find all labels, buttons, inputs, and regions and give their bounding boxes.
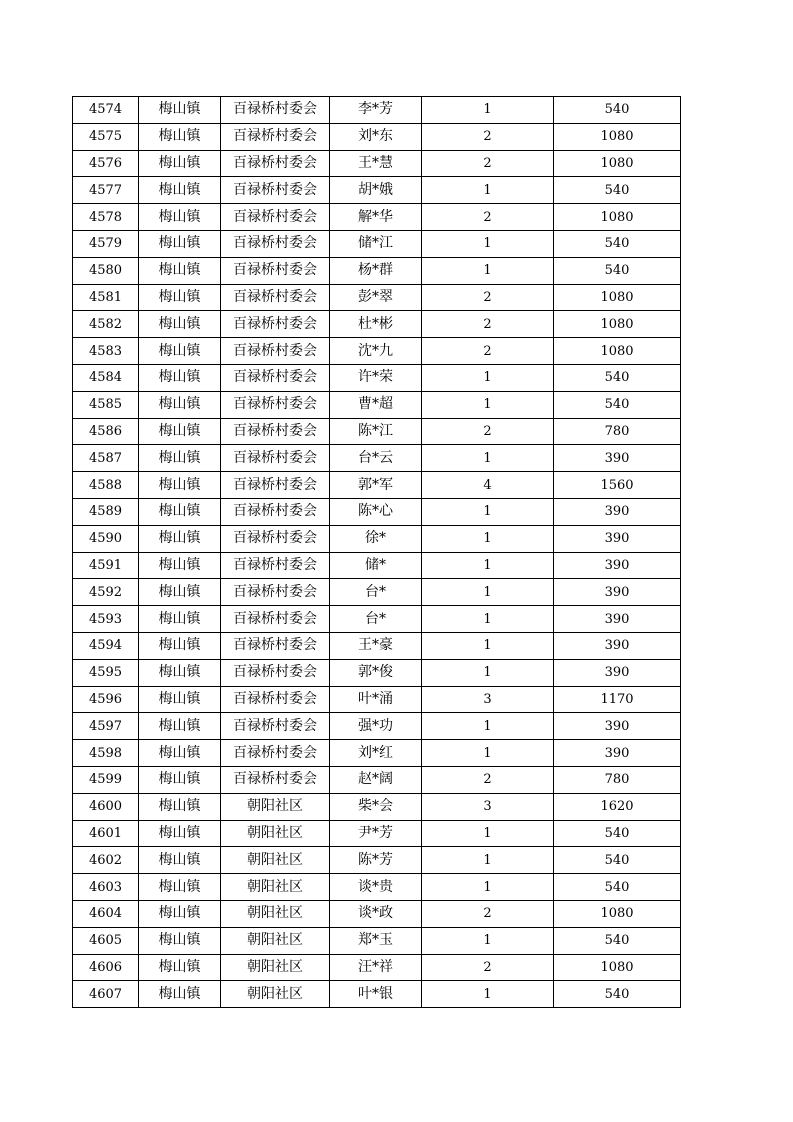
record-number-cell: 4606: [73, 954, 139, 981]
household-count-cell: 2: [422, 311, 554, 338]
household-count-cell: 1: [422, 820, 554, 847]
town-cell: 梅山镇: [139, 177, 221, 204]
household-count-cell: 1: [422, 579, 554, 606]
town-cell: 梅山镇: [139, 874, 221, 901]
name-cell: 胡*娥: [330, 177, 422, 204]
amount-cell: 390: [554, 659, 681, 686]
village-committee-cell: 百禄桥村委会: [221, 311, 330, 338]
record-number-cell: 4599: [73, 766, 139, 793]
table-row: [73, 954, 681, 981]
amount-cell: 1080: [554, 150, 681, 177]
town-cell: 梅山镇: [139, 632, 221, 659]
town-cell: 梅山镇: [139, 311, 221, 338]
record-number-cell: 4607: [73, 981, 139, 1008]
table-row: [73, 177, 681, 204]
town-cell: 梅山镇: [139, 606, 221, 633]
record-number-cell: 4582: [73, 311, 139, 338]
name-cell: 沈*九: [330, 338, 422, 365]
town-cell: 梅山镇: [139, 204, 221, 231]
village-committee-cell: 百禄桥村委会: [221, 713, 330, 740]
table-row: [73, 659, 681, 686]
town-cell: 梅山镇: [139, 338, 221, 365]
table-row: [73, 793, 681, 820]
town-cell: 梅山镇: [139, 766, 221, 793]
name-cell: 陈*心: [330, 498, 422, 525]
household-count-cell: 2: [422, 954, 554, 981]
name-cell: 陈*芳: [330, 847, 422, 874]
village-committee-cell: 朝阳社区: [221, 981, 330, 1008]
village-committee-cell: 百禄桥村委会: [221, 284, 330, 311]
household-count-cell: 1: [422, 552, 554, 579]
village-committee-cell: 朝阳社区: [221, 874, 330, 901]
town-cell: 梅山镇: [139, 659, 221, 686]
household-count-cell: 1: [422, 498, 554, 525]
record-number-cell: 4574: [73, 97, 139, 124]
village-committee-cell: 百禄桥村委会: [221, 498, 330, 525]
record-number-cell: 4578: [73, 204, 139, 231]
village-committee-cell: 百禄桥村委会: [221, 472, 330, 499]
town-cell: 梅山镇: [139, 525, 221, 552]
name-cell: 刘*东: [330, 123, 422, 150]
village-committee-cell: 百禄桥村委会: [221, 177, 330, 204]
amount-cell: 390: [554, 445, 681, 472]
table-row: [73, 123, 681, 150]
amount-cell: 1620: [554, 793, 681, 820]
village-committee-cell: 百禄桥村委会: [221, 150, 330, 177]
village-committee-cell: 朝阳社区: [221, 927, 330, 954]
village-committee-cell: 百禄桥村委会: [221, 686, 330, 713]
town-cell: 梅山镇: [139, 150, 221, 177]
village-committee-cell: 百禄桥村委会: [221, 552, 330, 579]
name-cell: 彭*翠: [330, 284, 422, 311]
household-count-cell: 3: [422, 686, 554, 713]
amount-cell: 540: [554, 981, 681, 1008]
record-number-cell: 4595: [73, 659, 139, 686]
name-cell: 柴*会: [330, 793, 422, 820]
name-cell: 尹*芳: [330, 820, 422, 847]
village-committee-cell: 百禄桥村委会: [221, 525, 330, 552]
household-count-cell: 1: [422, 847, 554, 874]
record-number-cell: 4579: [73, 230, 139, 257]
record-number-cell: 4575: [73, 123, 139, 150]
household-count-cell: 1: [422, 97, 554, 124]
household-count-cell: 2: [422, 284, 554, 311]
village-committee-cell: 百禄桥村委会: [221, 632, 330, 659]
village-committee-cell: 朝阳社区: [221, 900, 330, 927]
village-committee-cell: 百禄桥村委会: [221, 230, 330, 257]
table-row: [73, 525, 681, 552]
household-count-cell: 1: [422, 257, 554, 284]
amount-cell: 540: [554, 820, 681, 847]
record-number-cell: 4590: [73, 525, 139, 552]
table-row: [73, 150, 681, 177]
record-number-cell: 4588: [73, 472, 139, 499]
town-cell: 梅山镇: [139, 97, 221, 124]
table-row: [73, 552, 681, 579]
name-cell: 郭*俊: [330, 659, 422, 686]
village-committee-cell: 百禄桥村委会: [221, 766, 330, 793]
amount-cell: 1080: [554, 900, 681, 927]
amount-cell: 390: [554, 552, 681, 579]
table-row: [73, 338, 681, 365]
record-number-cell: 4602: [73, 847, 139, 874]
amount-cell: 390: [554, 740, 681, 767]
town-cell: 梅山镇: [139, 686, 221, 713]
town-cell: 梅山镇: [139, 820, 221, 847]
household-count-cell: 1: [422, 230, 554, 257]
village-committee-cell: 百禄桥村委会: [221, 445, 330, 472]
name-cell: 陈*江: [330, 418, 422, 445]
record-number-cell: 4594: [73, 632, 139, 659]
record-number-cell: 4585: [73, 391, 139, 418]
name-cell: 许*荣: [330, 364, 422, 391]
amount-cell: 540: [554, 927, 681, 954]
name-cell: 赵*阔: [330, 766, 422, 793]
table-row: [73, 445, 681, 472]
town-cell: 梅山镇: [139, 847, 221, 874]
town-cell: 梅山镇: [139, 793, 221, 820]
household-count-cell: 2: [422, 418, 554, 445]
name-cell: 李*芳: [330, 97, 422, 124]
amount-cell: 390: [554, 579, 681, 606]
name-cell: 徐*: [330, 525, 422, 552]
amount-cell: 780: [554, 766, 681, 793]
name-cell: 郑*玉: [330, 927, 422, 954]
amount-cell: 540: [554, 97, 681, 124]
town-cell: 梅山镇: [139, 230, 221, 257]
table-row: [73, 204, 681, 231]
household-count-cell: 1: [422, 874, 554, 901]
record-number-cell: 4597: [73, 713, 139, 740]
town-cell: 梅山镇: [139, 123, 221, 150]
table-row: [73, 766, 681, 793]
village-committee-cell: 百禄桥村委会: [221, 364, 330, 391]
record-number-cell: 4587: [73, 445, 139, 472]
table-row: [73, 900, 681, 927]
name-cell: 强*功: [330, 713, 422, 740]
record-number-cell: 4577: [73, 177, 139, 204]
amount-cell: 540: [554, 177, 681, 204]
name-cell: 汪*祥: [330, 954, 422, 981]
table-row: [73, 632, 681, 659]
household-count-cell: 2: [422, 150, 554, 177]
table-row: [73, 391, 681, 418]
amount-cell: 1080: [554, 204, 681, 231]
table-row: [73, 311, 681, 338]
amount-cell: 540: [554, 364, 681, 391]
name-cell: 刘*红: [330, 740, 422, 767]
town-cell: 梅山镇: [139, 927, 221, 954]
name-cell: 王*慧: [330, 150, 422, 177]
household-count-cell: 1: [422, 364, 554, 391]
table-row: [73, 97, 681, 124]
table-row: [73, 230, 681, 257]
village-committee-cell: 百禄桥村委会: [221, 659, 330, 686]
record-number-cell: 4601: [73, 820, 139, 847]
table-row: [73, 579, 681, 606]
village-committee-cell: 百禄桥村委会: [221, 418, 330, 445]
amount-cell: 390: [554, 606, 681, 633]
amount-cell: 390: [554, 525, 681, 552]
name-cell: 解*华: [330, 204, 422, 231]
household-count-cell: 1: [422, 525, 554, 552]
record-number-cell: 4581: [73, 284, 139, 311]
amount-cell: 540: [554, 257, 681, 284]
record-number-cell: 4600: [73, 793, 139, 820]
household-count-cell: 1: [422, 740, 554, 767]
table-row: [73, 606, 681, 633]
village-committee-cell: 百禄桥村委会: [221, 606, 330, 633]
table-row: [73, 686, 681, 713]
village-committee-cell: 百禄桥村委会: [221, 257, 330, 284]
household-count-cell: 1: [422, 445, 554, 472]
record-number-cell: 4580: [73, 257, 139, 284]
table-row: [73, 498, 681, 525]
household-count-cell: 2: [422, 766, 554, 793]
record-number-cell: 4583: [73, 338, 139, 365]
village-committee-cell: 朝阳社区: [221, 954, 330, 981]
record-number-cell: 4586: [73, 418, 139, 445]
town-cell: 梅山镇: [139, 713, 221, 740]
table-row: [73, 472, 681, 499]
town-cell: 梅山镇: [139, 445, 221, 472]
record-number-cell: 4589: [73, 498, 139, 525]
village-committee-cell: 百禄桥村委会: [221, 579, 330, 606]
name-cell: 台*: [330, 579, 422, 606]
town-cell: 梅山镇: [139, 981, 221, 1008]
town-cell: 梅山镇: [139, 740, 221, 767]
table-row: [73, 418, 681, 445]
amount-cell: 390: [554, 632, 681, 659]
household-count-cell: 1: [422, 177, 554, 204]
household-count-cell: 1: [422, 632, 554, 659]
amount-cell: 1170: [554, 686, 681, 713]
name-cell: 王*豪: [330, 632, 422, 659]
record-number-cell: 4605: [73, 927, 139, 954]
town-cell: 梅山镇: [139, 552, 221, 579]
household-count-cell: 2: [422, 204, 554, 231]
household-count-cell: 3: [422, 793, 554, 820]
town-cell: 梅山镇: [139, 418, 221, 445]
household-count-cell: 2: [422, 338, 554, 365]
village-committee-cell: 百禄桥村委会: [221, 123, 330, 150]
village-committee-cell: 朝阳社区: [221, 820, 330, 847]
table-row: [73, 874, 681, 901]
village-committee-cell: 朝阳社区: [221, 847, 330, 874]
record-number-cell: 4592: [73, 579, 139, 606]
household-count-cell: 1: [422, 927, 554, 954]
record-number-cell: 4604: [73, 900, 139, 927]
name-cell: 杨*群: [330, 257, 422, 284]
record-number-cell: 4591: [73, 552, 139, 579]
village-committee-cell: 百禄桥村委会: [221, 338, 330, 365]
name-cell: 台*云: [330, 445, 422, 472]
amount-cell: 1560: [554, 472, 681, 499]
town-cell: 梅山镇: [139, 954, 221, 981]
household-count-cell: 1: [422, 981, 554, 1008]
amount-cell: 390: [554, 713, 681, 740]
household-count-cell: 1: [422, 713, 554, 740]
name-cell: 谈*贵: [330, 874, 422, 901]
name-cell: 储*: [330, 552, 422, 579]
town-cell: 梅山镇: [139, 364, 221, 391]
amount-cell: 1080: [554, 954, 681, 981]
table-row: [73, 740, 681, 767]
town-cell: 梅山镇: [139, 257, 221, 284]
amount-cell: 1080: [554, 338, 681, 365]
amount-cell: 390: [554, 498, 681, 525]
town-cell: 梅山镇: [139, 472, 221, 499]
amount-cell: 780: [554, 418, 681, 445]
town-cell: 梅山镇: [139, 498, 221, 525]
table-row: [73, 284, 681, 311]
household-count-cell: 2: [422, 123, 554, 150]
record-number-cell: 4584: [73, 364, 139, 391]
amount-cell: 540: [554, 391, 681, 418]
village-committee-cell: 百禄桥村委会: [221, 391, 330, 418]
amount-cell: 1080: [554, 123, 681, 150]
town-cell: 梅山镇: [139, 900, 221, 927]
amount-cell: 1080: [554, 284, 681, 311]
amount-cell: 1080: [554, 311, 681, 338]
name-cell: 谈*政: [330, 900, 422, 927]
name-cell: 曹*超: [330, 391, 422, 418]
village-committee-cell: 朝阳社区: [221, 793, 330, 820]
name-cell: 郭*军: [330, 472, 422, 499]
record-number-cell: 4593: [73, 606, 139, 633]
record-number-cell: 4598: [73, 740, 139, 767]
household-count-cell: 4: [422, 472, 554, 499]
record-number-cell: 4596: [73, 686, 139, 713]
name-cell: 台*: [330, 606, 422, 633]
town-cell: 梅山镇: [139, 284, 221, 311]
table-body: [73, 97, 681, 1008]
table-row: [73, 847, 681, 874]
household-count-cell: 1: [422, 659, 554, 686]
town-cell: 梅山镇: [139, 579, 221, 606]
amount-cell: 540: [554, 847, 681, 874]
record-number-cell: 4603: [73, 874, 139, 901]
table-row: [73, 364, 681, 391]
relief-roster-table: [72, 96, 681, 1008]
town-cell: 梅山镇: [139, 391, 221, 418]
village-committee-cell: 百禄桥村委会: [221, 740, 330, 767]
name-cell: 叶*涌: [330, 686, 422, 713]
table-row: [73, 981, 681, 1008]
table-row: [73, 713, 681, 740]
record-number-cell: 4576: [73, 150, 139, 177]
table-row: [73, 820, 681, 847]
household-count-cell: 2: [422, 900, 554, 927]
name-cell: 叶*银: [330, 981, 422, 1008]
household-count-cell: 1: [422, 391, 554, 418]
name-cell: 储*江: [330, 230, 422, 257]
household-count-cell: 1: [422, 606, 554, 633]
table-row: [73, 257, 681, 284]
name-cell: 杜*彬: [330, 311, 422, 338]
amount-cell: 540: [554, 230, 681, 257]
village-committee-cell: 百禄桥村委会: [221, 97, 330, 124]
table-row: [73, 927, 681, 954]
amount-cell: 540: [554, 874, 681, 901]
village-committee-cell: 百禄桥村委会: [221, 204, 330, 231]
